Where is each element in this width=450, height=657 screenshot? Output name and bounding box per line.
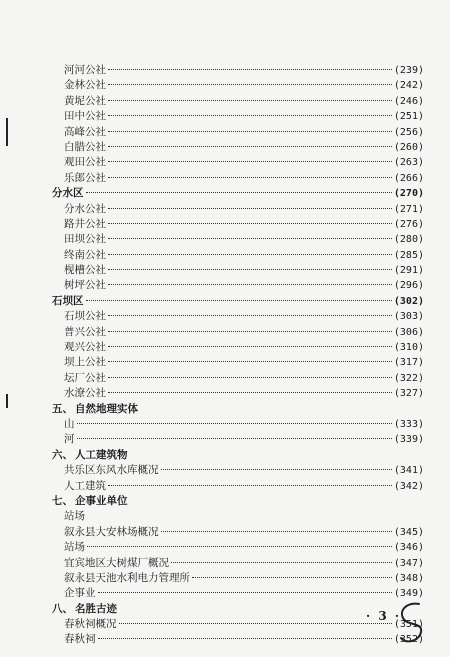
handwritten-signature xyxy=(395,598,431,650)
entry-label: 枧槽公社 xyxy=(64,264,106,277)
entry-label: 金林公社 xyxy=(64,79,106,92)
toc-entry xyxy=(44,140,424,155)
leader-dots xyxy=(108,100,392,101)
section-number: 五、 xyxy=(52,402,73,415)
leader-dots xyxy=(192,577,392,578)
section-number: 七、 xyxy=(52,494,73,507)
toc-entry xyxy=(44,340,424,355)
entry-label: 春秋祠概况 xyxy=(64,618,117,631)
entry-label: 分水区 xyxy=(52,187,84,200)
entry-page: (322) xyxy=(393,372,424,384)
leader-dots xyxy=(86,192,392,193)
entry-page: (242) xyxy=(393,80,424,92)
toc-entry xyxy=(44,155,424,170)
toc-entry xyxy=(44,463,424,478)
toc-entry xyxy=(44,278,424,293)
entry-label: 站场 xyxy=(64,510,85,523)
leader-dots xyxy=(119,623,392,624)
leader-dots xyxy=(108,84,392,85)
entry-page: (302) xyxy=(393,295,424,307)
entry-page: (327) xyxy=(393,388,424,400)
leader-dots xyxy=(108,131,392,132)
toc-entry xyxy=(44,171,424,186)
section-heading xyxy=(44,402,424,417)
entry-page: (263) xyxy=(393,157,424,169)
toc-entry xyxy=(44,202,424,217)
toc-entry xyxy=(44,571,424,586)
leader-dots xyxy=(108,361,392,362)
entry-label: 企事业 xyxy=(64,587,96,600)
entry-label: 坝上公社 xyxy=(64,356,106,369)
toc-entry xyxy=(44,632,424,647)
entry-label: 自然地理实体 xyxy=(75,402,138,415)
toc-entry xyxy=(44,94,424,109)
entry-page: (342) xyxy=(393,480,424,492)
entry-page: (339) xyxy=(393,434,424,446)
leader-dots xyxy=(108,269,392,270)
district-heading xyxy=(44,294,424,309)
entry-label: 分水公社 xyxy=(64,202,106,215)
entry-page: (271) xyxy=(393,203,424,215)
leader-dots xyxy=(108,284,392,285)
entry-page: (333) xyxy=(393,418,424,430)
toc-entry xyxy=(44,63,424,78)
entry-label: 站场 xyxy=(64,541,85,554)
entry-page: (270) xyxy=(393,188,424,200)
leader-dots xyxy=(108,177,392,178)
toc-entry xyxy=(44,232,424,247)
entry-label: 观兴公社 xyxy=(64,341,106,354)
toc-entry xyxy=(44,479,424,494)
toc-entry xyxy=(44,78,424,93)
district-heading xyxy=(44,186,424,201)
entry-label: 石坝区 xyxy=(52,294,84,307)
leader-dots xyxy=(77,423,392,424)
entry-label: 人工建筑物 xyxy=(75,448,128,461)
entry-page: (306) xyxy=(393,326,424,338)
entry-page: (280) xyxy=(393,234,424,246)
toc-entry xyxy=(44,556,424,571)
entry-label: 树坪公社 xyxy=(64,279,106,292)
entry-label: 乐郎公社 xyxy=(64,171,106,184)
section-heading xyxy=(44,448,424,463)
entry-label: 名胜古迹 xyxy=(75,602,117,615)
toc-entry xyxy=(44,325,424,340)
toc-entry xyxy=(44,432,424,447)
section-number: 六、 xyxy=(52,448,73,461)
entry-page: (251) xyxy=(393,111,424,123)
toc-entry xyxy=(44,125,424,140)
entry-label: 河 xyxy=(64,433,75,446)
section-number: 八、 xyxy=(52,602,73,615)
entry-label: 白腊公社 xyxy=(64,140,106,153)
entry-label: 坛厂公社 xyxy=(64,371,106,384)
leader-dots xyxy=(98,592,392,593)
entry-page: (266) xyxy=(393,172,424,184)
entry-page: (317) xyxy=(393,357,424,369)
leader-dots xyxy=(171,562,392,563)
scan-mark xyxy=(6,118,8,146)
leader-dots xyxy=(161,469,392,470)
entry-label: 水潦公社 xyxy=(64,387,106,400)
entry-page: (239) xyxy=(393,65,424,76)
leader-dots xyxy=(108,346,392,347)
toc-entry xyxy=(44,263,424,278)
leader-dots xyxy=(108,115,392,116)
entry-label: 观田公社 xyxy=(64,156,106,169)
entry-page: (256) xyxy=(393,126,424,138)
toc-entry xyxy=(44,417,424,432)
leader-dots xyxy=(108,223,392,224)
toc-entry xyxy=(44,248,424,263)
toc-entry xyxy=(44,509,424,524)
toc-entry xyxy=(44,386,424,401)
entry-label: 宜宾地区大树煤厂概况 xyxy=(64,556,169,569)
entry-page: (296) xyxy=(393,280,424,292)
entry-label: 高峰公社 xyxy=(64,125,106,138)
entry-label: 路井公社 xyxy=(64,217,106,230)
entry-label: 石坝公社 xyxy=(64,310,106,323)
leader-dots xyxy=(108,238,392,239)
entry-label: 叙永县大安林场概况 xyxy=(64,525,159,538)
leader-dots xyxy=(86,300,392,301)
leader-dots xyxy=(161,531,392,532)
entry-page: (352) xyxy=(393,634,424,646)
entry-page: (346) xyxy=(393,542,424,554)
leader-dots xyxy=(108,208,392,209)
entry-page: (348) xyxy=(393,572,424,584)
section-heading xyxy=(44,494,424,509)
entry-page: (276) xyxy=(393,218,424,230)
leader-dots xyxy=(108,377,392,378)
toc-entry xyxy=(44,217,424,232)
entry-page: (345) xyxy=(393,526,424,538)
entry-page: (291) xyxy=(393,265,424,277)
toc-entry xyxy=(44,540,424,555)
entry-label: 山 xyxy=(64,417,75,430)
leader-dots xyxy=(108,69,392,70)
toc-entry xyxy=(44,525,424,540)
leader-dots xyxy=(77,438,392,439)
leader-dots xyxy=(108,331,392,332)
leader-dots xyxy=(108,315,392,316)
leader-dots xyxy=(87,546,392,547)
entry-label: 田坝公社 xyxy=(64,233,106,246)
scan-mark xyxy=(6,394,8,408)
entry-label: 黄坭公社 xyxy=(64,94,106,107)
leader-dots xyxy=(108,146,392,147)
entry-label: 普兴公社 xyxy=(64,325,106,338)
entry-label: 共乐区东风水库概况 xyxy=(64,464,159,477)
leader-dots xyxy=(108,485,392,486)
entry-page: (303) xyxy=(393,311,424,323)
entry-label: 人工建筑 xyxy=(64,479,106,492)
entry-label: 叙永县天池水利电力管理所 xyxy=(64,571,190,584)
entry-label: 田中公社 xyxy=(64,110,106,123)
entry-label: 终南公社 xyxy=(64,248,106,261)
toc-entry xyxy=(44,355,424,370)
entry-page: (310) xyxy=(393,342,424,354)
leader-dots xyxy=(108,254,392,255)
leader-dots xyxy=(108,392,392,393)
leader-dots xyxy=(98,638,392,639)
entry-label: 春秋祠 xyxy=(64,633,96,646)
entry-page: (246) xyxy=(393,95,424,107)
entry-page: (260) xyxy=(393,141,424,153)
toc-entry xyxy=(44,109,424,124)
entry-page: (349) xyxy=(393,588,424,600)
entry-label: 河河公社 xyxy=(64,64,106,76)
toc-entry xyxy=(44,586,424,601)
entry-page: (351) xyxy=(393,619,424,631)
entry-page: (347) xyxy=(393,557,424,569)
toc-entry xyxy=(44,309,424,324)
entry-label: 企事业单位 xyxy=(75,494,128,507)
entry-page: (285) xyxy=(393,249,424,261)
entry-page: (341) xyxy=(393,465,424,477)
toc-entries xyxy=(44,63,424,648)
toc-entry xyxy=(44,371,424,386)
page-number: · 3 · xyxy=(366,609,402,623)
leader-dots xyxy=(108,161,392,162)
